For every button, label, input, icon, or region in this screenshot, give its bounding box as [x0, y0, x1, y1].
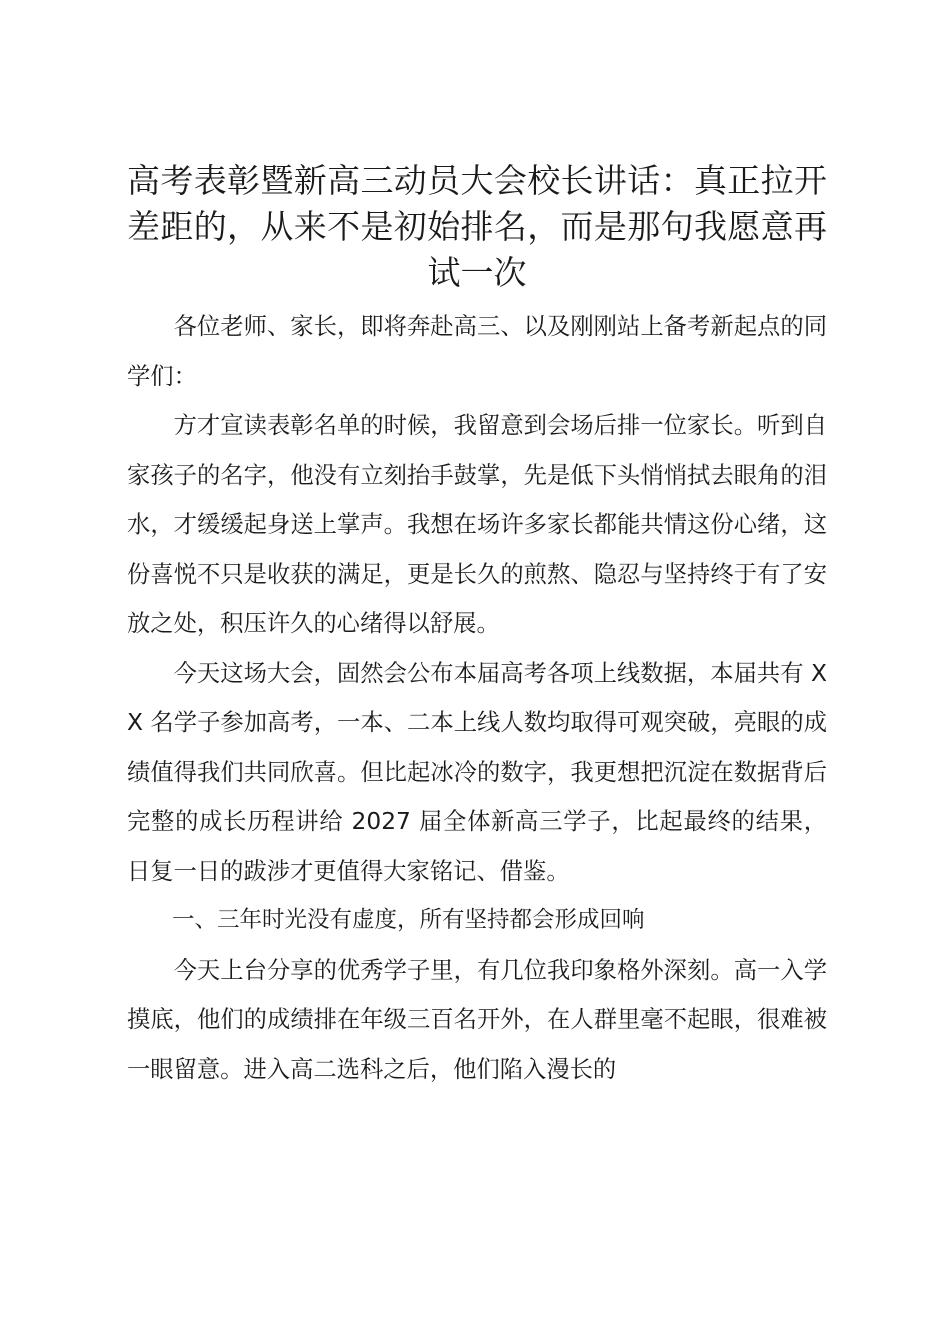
- document-body: [127, 158, 827, 1094]
- document-title: 高考表彰暨新高三动员大会校长讲话：真正拉开差距的，从来不是初始排名，而是那句我愿意再试一次: [127, 161, 827, 292]
- greeting-paragraph: 各位老师、家长，即将奔赴高三、以及刚刚站上备考新起点的同学们：: [127, 313, 827, 390]
- body-paragraph-2: 今天这场大会，固然会公布本届高考各项上线数据，本届共有 XX 名学子参加高考，一本、二本上线人数均取得可观突破，亮眼的成绩值得我们共同欣喜。但比起冰冷的数字，我更想把沉淀在数据背后完整的成长历程讲给 2027 届全体新高三学子，比起最终的结果，日复一日的跋涉才更值得大家铭记、借鉴。: [127, 659, 827, 885]
- section-paragraph: 今天上台分享的优秀学子里，有几位我印象格外深刻。高一入学摸底，他们的成绩排在年级三百名开外，在人群里毫不起眼，很难被一眼留意。进入高二选科之后，他们陷入漫长的: [127, 956, 827, 1083]
- section-heading: 一、三年时光没有虚度，所有坚持都会形成回响: [172, 907, 645, 933]
- body-paragraph-1: 方才宣读表彰名单的时候，我留意到会场后排一位家长。听到自家孩子的名字，他没有立刻抬手鼓掌，先是低下头悄悄拭去眼角的泪水，才缓缓起身送上掌声。我想在场许多家长都能共情这份心绪，这份喜悦不只是收获的满足，更是长久的煎熬、隐忍与坚持终于有了安放之处，积压许久的心绪得以舒展。: [127, 412, 827, 637]
